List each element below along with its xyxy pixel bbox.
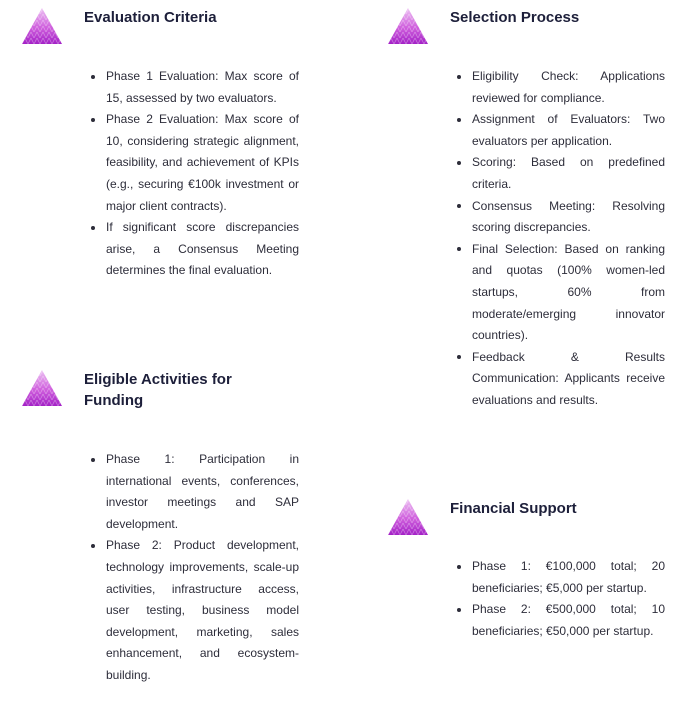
- list-item: If significant score discrepancies arise, a Consensus Meeting determines the final evaluation.: [90, 217, 299, 282]
- section-evaluation-criteria: [22, 4, 302, 278]
- list-item: Scoring: Based on predefined criteria.: [456, 152, 665, 195]
- section-title: Evaluation Criteria: [84, 9, 217, 26]
- list-item: Eligibility Check: Applications reviewed for compliance.: [456, 66, 665, 109]
- list-item: Phase 2: €500,000 total; 10 beneficiaries; €50,000 per startup.: [456, 599, 665, 642]
- triangle-logo-icon: [22, 370, 62, 406]
- section-eligible-activities: [22, 366, 302, 682]
- list-item: Phase 2: Product development, technology improvements, scale-up activities, infrastructure access, user testing, business model development, marketing, sales enhancement, and ecosystem-building.: [90, 535, 299, 686]
- list-item: Phase 1: Participation in international events, conferences, investor meetings and SAP development.: [90, 449, 299, 535]
- list-item: Phase 1 Evaluation: Max score of 15, assessed by two evaluators.: [90, 66, 299, 109]
- list-item: Phase 2 Evaluation: Max score of 10, considering strategic alignment, feasibility, and achievement of KPIs (e.g., securing €100k investment or major client contracts).: [90, 109, 299, 217]
- list-item: Feedback & Results Communication: Applicants receive evaluations and results.: [456, 347, 665, 412]
- bullet-list: [90, 449, 299, 687]
- list-item: Phase 1: €100,000 total; 20 beneficiaries; €5,000 per startup.: [456, 556, 665, 599]
- triangle-logo-icon: [388, 499, 428, 535]
- section-selection-process: [388, 4, 668, 407]
- list-item: Assignment of Evaluators: Two evaluators per application.: [456, 109, 665, 152]
- bullet-list: [456, 556, 665, 642]
- triangle-logo-icon: [388, 8, 428, 44]
- triangle-logo-icon: [22, 8, 62, 44]
- section-title: Selection Process: [450, 9, 580, 26]
- section-financial-support: [388, 495, 668, 638]
- section-title: Eligible Activities for Funding: [84, 371, 232, 409]
- section-title: Financial Support: [450, 500, 577, 517]
- bullet-list: [456, 66, 665, 412]
- list-item: Consensus Meeting: Resolving scoring discrepancies.: [456, 196, 665, 239]
- list-item: Final Selection: Based on ranking and quotas (100% women-led startups, 60% from moderate/emerging innovator countries).: [456, 239, 665, 347]
- bullet-list: [90, 66, 299, 282]
